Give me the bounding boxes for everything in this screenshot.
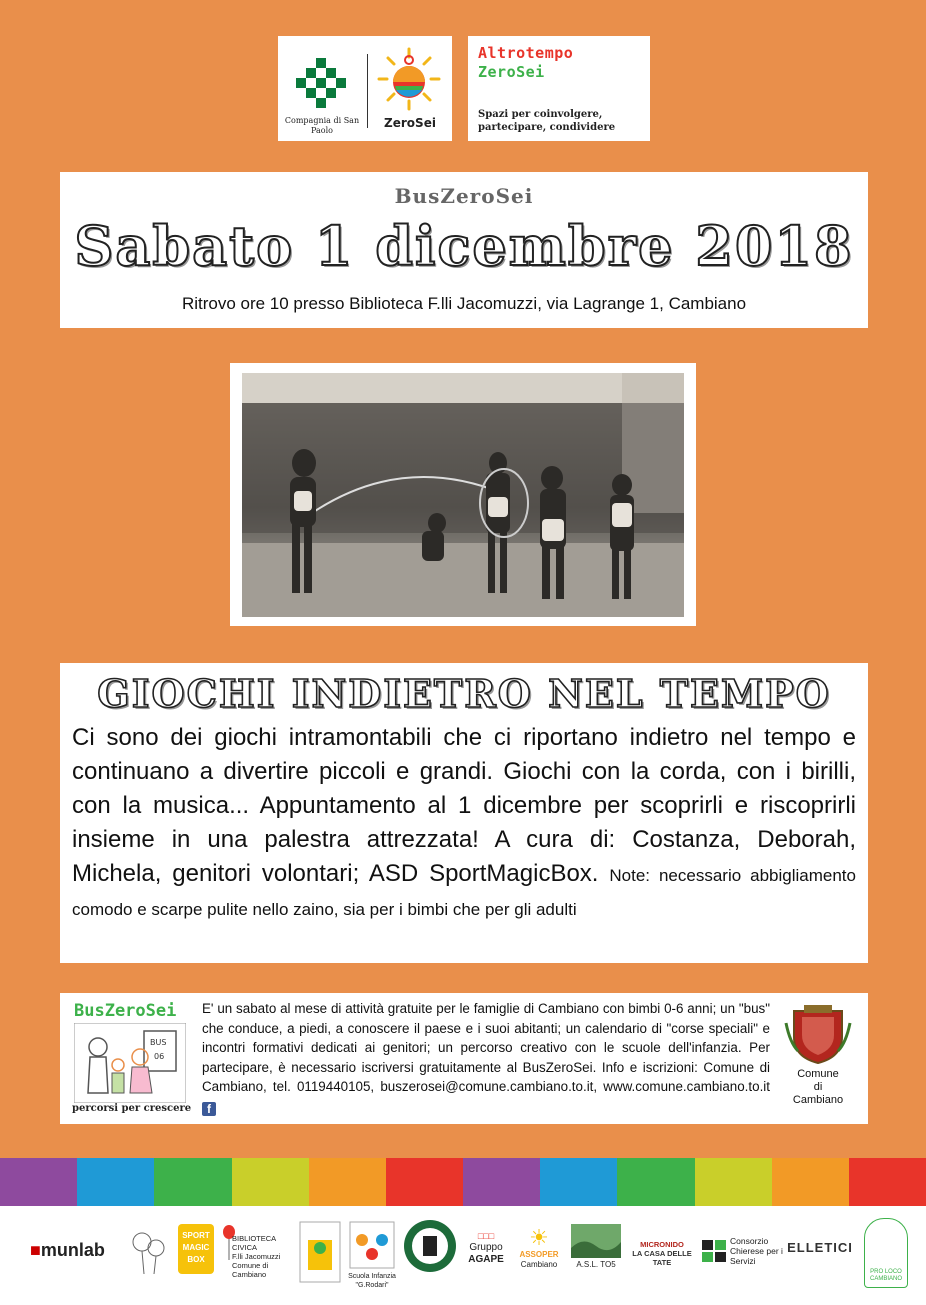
scuola-line2: "G.Rodari"	[355, 1282, 389, 1289]
consorzio-logo	[730, 1236, 790, 1266]
rainbow-segment	[463, 1158, 540, 1206]
cambiano-crest-icon	[784, 1003, 852, 1065]
activity-note: Note: necessario abbigliamento comodo e scarpe pulite nello zaino, sia per i bimbi che per gli adulti	[72, 866, 856, 919]
assoper-line1: ASSOPER	[519, 1250, 559, 1259]
rainbow-segment	[540, 1158, 617, 1206]
activity-title: GIOCHI INDIETRO NEL TEMPO	[97, 671, 831, 716]
elletici-logo: ELLETICI	[787, 1240, 853, 1255]
activity-body: Ci sono dei giochi intramontabili che ci riportano indietro nel tempo e continuano a divertire piccoli e grandi. Giochi con la corda, con i birilli, con la musica... Appuntamento al 1 dicembre per scoprirli e riscoprirli insieme in una palestra attrezzata! A cura di: Costanza, Deborah, Michela, genitori volontari; ASD SportMagicBox.	[72, 724, 856, 887]
pro-loco-logo	[864, 1218, 908, 1288]
facebook-icon[interactable]: f	[202, 1102, 216, 1116]
compagnia-label: Compagnia di San Paolo	[284, 116, 360, 135]
agape-boxes-icon: □□□	[477, 1231, 495, 1241]
asl-to5-logo	[568, 1224, 624, 1269]
crest-label-line3: Cambiano	[792, 1094, 844, 1106]
altrotempo-tagline	[478, 108, 615, 134]
event-series: BusZeroSei	[394, 184, 534, 208]
info-text: E' un sabato al mese di attività gratuite per le famiglie di Cambiano con bimbi 0-6 anni; un "bus" che conduce, a piedi, a conoscere il paese e i suoi abitanti; un calendario di "corse speciali" e incontri formativi dedicati ai genitori; un percorso creativo con le scuole dell'infanzia. Per partecipare, è necessario iscriversi gratuitamente al BusZeroSei. Info e iscrizioni: Comune di Cambiano, tel. 0119440105, buszerosei@comune.cambiano.to.it, www.comune.cambiano.to.it	[202, 1001, 770, 1094]
assoper-line2: Cambiano	[520, 1260, 558, 1269]
children-playing-photo	[242, 373, 684, 617]
round-association-logo	[402, 1218, 458, 1274]
micronido-line1: MICRONIDO	[640, 1240, 684, 1249]
rainbow-segment	[77, 1158, 154, 1206]
biblio-line3: Comune di Cambiano	[232, 1261, 269, 1279]
compagnia-san-paolo-logo	[296, 58, 348, 110]
asl-landscape-icon	[571, 1224, 621, 1258]
scuola-line1: Scuola Infanzia	[348, 1273, 396, 1280]
info-box	[60, 993, 868, 1124]
altrotempo-title-line2: ZeroSei	[478, 63, 545, 81]
asilo-infantile-logo	[298, 1218, 342, 1288]
gruppo-agape-logo	[462, 1230, 510, 1266]
rainbow-segment	[849, 1158, 926, 1206]
assoper-sun-icon: ☀	[529, 1225, 549, 1250]
sponsor-bar	[0, 1206, 926, 1305]
bus-sign: BUS	[150, 1038, 167, 1047]
munlab-logo: ■munlab	[30, 1240, 105, 1260]
bus-number: 06	[154, 1052, 165, 1061]
agape-line1: Gruppo	[469, 1242, 503, 1253]
biblio-line2: F.lli Jacomuzzi	[232, 1252, 281, 1261]
rainbow-segment	[309, 1158, 386, 1206]
altrotempo-logo-box	[468, 36, 650, 141]
buszerosei-logo-title	[74, 1001, 176, 1021]
asl-text: A.S.L. TO5	[576, 1260, 616, 1269]
altrotempo-title	[478, 44, 573, 82]
munlab-text: munlab	[40, 1240, 105, 1260]
info-description	[202, 999, 770, 1116]
photo-frame	[230, 363, 696, 626]
rainbow-segment	[232, 1158, 309, 1206]
biblioteca-logo	[232, 1234, 296, 1279]
logo-divider	[367, 54, 368, 128]
rainbow-segment	[617, 1158, 694, 1206]
scuola-infanzia-label	[340, 1272, 404, 1290]
crest-label-line2: di	[813, 1081, 823, 1093]
sport-magic-box-logo	[178, 1224, 214, 1274]
consorzio-line1: Consorzio	[730, 1236, 769, 1246]
balloon-sketch-icon	[128, 1226, 170, 1276]
smb-line3: BOX	[187, 1255, 205, 1264]
buszerosei-logo-subtitle: percorsi per crescere	[72, 1103, 192, 1114]
rainbow-segment	[154, 1158, 231, 1206]
altrotempo-title-line1: Altrotempo	[478, 44, 574, 62]
rainbow-segment	[0, 1158, 77, 1206]
consorzio-line2: Chierese per i	[730, 1246, 783, 1256]
altrotempo-tagline-line2: partecipare, condividere	[478, 122, 616, 133]
rainbow-segment	[386, 1158, 463, 1206]
buszerosei-logo-text: BusZeroSei	[74, 1001, 177, 1021]
altrotempo-tagline-line1: Spazi per coinvolgere,	[478, 109, 603, 120]
cambiano-crest-label	[778, 1068, 858, 1107]
description-box	[60, 663, 868, 963]
rainbow-stripe	[0, 1158, 926, 1206]
zerosei-label: ZeroSei	[384, 116, 436, 130]
micronido-logo	[626, 1240, 698, 1267]
sponsor-logo-box	[278, 36, 452, 141]
micronido-line2: LA CASA DELLE TATE	[632, 1249, 692, 1267]
consorzio-line3: Servizi	[730, 1256, 756, 1266]
event-meeting-place: Ritrovo ore 10 presso Biblioteca F.lli Jacomuzzi, via Lagrange 1, Cambiano	[181, 294, 747, 313]
pro-loco-text: PRO LOCO CAMBIANO	[869, 1269, 902, 1282]
agape-line2: AGAPE	[468, 1254, 504, 1265]
activity-description	[72, 721, 856, 925]
rainbow-segment	[772, 1158, 849, 1206]
crest-label-line1: Comune	[797, 1068, 839, 1080]
assoper-logo	[514, 1226, 564, 1270]
smb-line1: SPORT	[182, 1231, 210, 1240]
scuola-infanzia-logo	[348, 1220, 396, 1270]
smb-line2: MAGIC	[182, 1243, 210, 1252]
family-drawing-icon	[74, 1023, 186, 1103]
zerosei-sun-logo	[376, 46, 442, 112]
event-date: Sabato 1 dicembre 2018	[74, 214, 854, 278]
event-header	[60, 172, 868, 328]
consorzio-puzzle-icon	[700, 1238, 728, 1262]
biblio-line1: BIBLIOTECA CIVICA	[232, 1234, 276, 1252]
rainbow-segment	[695, 1158, 772, 1206]
